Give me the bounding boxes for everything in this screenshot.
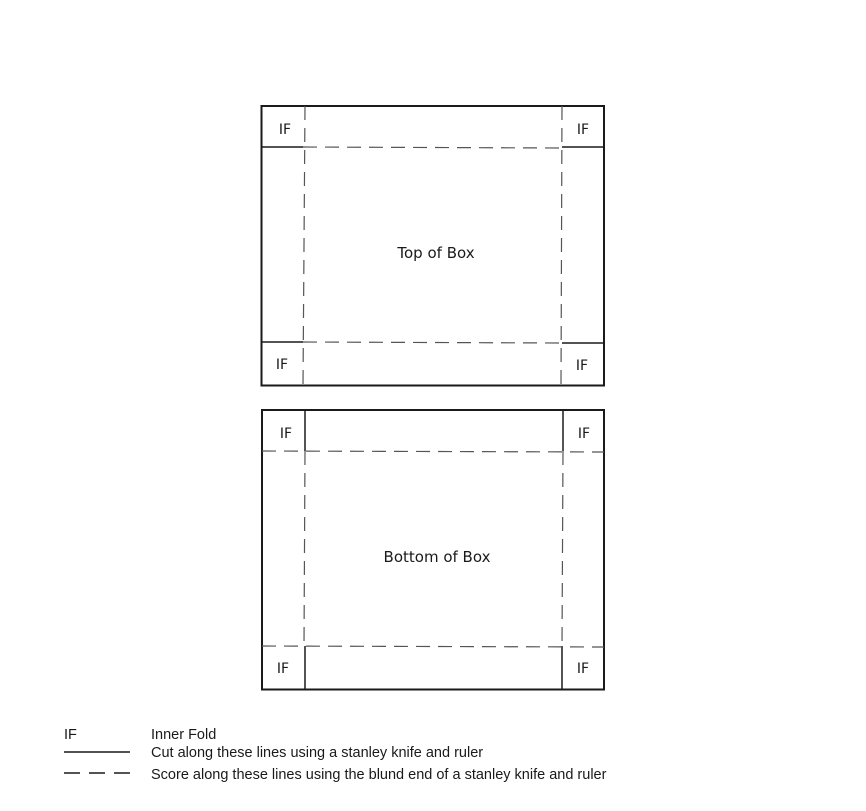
legend [64,727,607,783]
top-box-score-line-right [561,106,562,386]
legend-cut-text: Cut along these lines using a stanley knife and ruler [151,745,484,761]
legend-if-symbol: IF [64,727,77,743]
bottom-box-if-label-bottom-left: IF [276,661,290,677]
top-box-if-label-bottom-left: IF [275,357,289,373]
top-box-panel [262,106,605,386]
top-box-if-label-bottom-right: IF [575,358,589,374]
bottom-box-score-line-top [262,451,604,452]
bottom-box-score-line-right [562,451,563,646]
bottom-box-if-label-top-right: IF [577,426,591,442]
bottom-box-panel [262,410,604,690]
bottom-box-title: Bottom of Box [383,548,491,566]
top-box-if-label-top-right: IF [576,122,590,138]
top-box-score-line-left [303,106,305,386]
top-box-if-label-top-left: IF [278,122,292,138]
legend-inner-fold-text: Inner Fold [151,727,217,743]
bottom-box-score-line-bottom [262,646,604,647]
top-box-score-line-bottom [303,342,562,343]
legend-score-text: Score along these lines using the blund end of a stanley knife and ruler [151,767,607,783]
bottom-box-score-line-left [304,451,305,646]
bottom-box-if-label-top-left: IF [279,426,293,442]
bottom-box-if-label-bottom-right: IF [576,661,590,677]
top-box-title: Top of Box [397,244,475,262]
top-box-score-line-top [303,147,562,148]
